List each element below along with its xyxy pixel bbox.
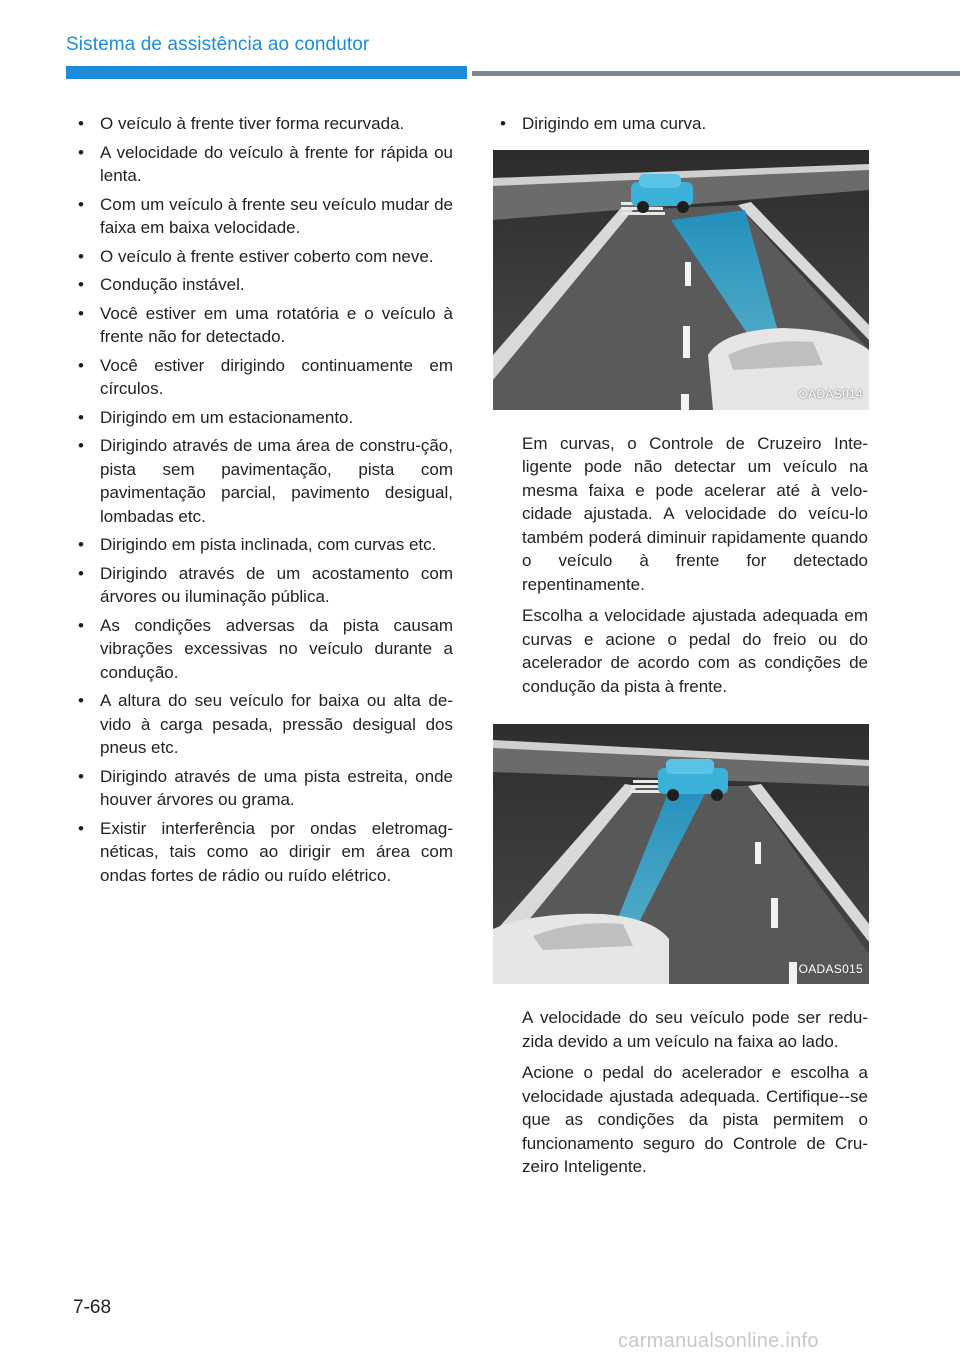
list-item: • A velocidade do veículo à frente for rápida ou lenta.: [74, 141, 453, 188]
list-item: • Dirigindo em pista inclinada, com curvas etc.: [74, 533, 453, 557]
paragraph: Escolha a velocidade ajustada adequada em curvas e acione o pedal do freio ou do acelerador de acordo com as condições de condução da pista à frente.: [522, 606, 868, 696]
list-item: • A altura do seu veículo for baixa ou alta de-vido à carga pesada, pressão desigual dos pneus etc.: [74, 689, 453, 760]
lane-change-illustration: [493, 724, 869, 984]
left-column: [74, 112, 453, 892]
list-item: • Existir interferência por ondas eletromag-néticas, tais como ao dirigir em área com ondas fortes de rádio ou ruído elétrico.: [74, 817, 453, 888]
paragraph: Acione o pedal do acelerador e escolha a velocidade ajustada adequada. Certifique--se que as condições da pista permitem o funcionamento seguro do Controle de Cru-zeiro Inteligente.: [522, 1063, 868, 1176]
paragraph: Em curvas, o Controle de Cruzeiro Inte-ligente pode não detectar um veículo na mesma faixa e pode acelerar até à velo-cidade ajustada. A velocidade do veícu-lo também poderá diminuir rapidamente quando o veículo à frente for detectado repentinamente.: [522, 433, 868, 594]
lane-road-drawing: [493, 724, 869, 984]
curve-bullet-list: [496, 112, 868, 136]
list-item: • As condições adversas da pista causam vibrações excessivas no veículo durante a condução.: [74, 614, 453, 685]
page-number: 7-68: [73, 1297, 112, 1318]
list-item: • Dirigindo em um estacionamento.: [74, 406, 453, 430]
curve-road-drawing: [493, 150, 869, 410]
watermark: carmanualsonline.info: [618, 1330, 819, 1352]
paragraph: A velocidade do seu veículo pode ser redu-zida devido a um veículo na faixa ao lado.: [522, 1008, 868, 1051]
list-item: • O veículo à frente estiver coberto com neve.: [74, 245, 453, 269]
figure-code: OADAS014: [798, 387, 863, 401]
list-item: • O veículo à frente tiver forma recurvada.: [74, 112, 453, 136]
list-item: • Dirigindo através de uma pista estreita, onde houver árvores ou grama.: [74, 765, 453, 812]
figure-code: OADAS015: [798, 961, 863, 976]
list-item: • Com um veículo à frente seu veículo mudar de faixa em baixa velocidade.: [74, 193, 453, 240]
list-item: • Dirigindo através de um acostamento com árvores ou iluminação pública.: [74, 562, 453, 609]
right-column: [496, 112, 868, 1187]
header-rule: [472, 71, 960, 76]
list-item: • Você estiver dirigindo continuamente em círculos.: [74, 354, 453, 401]
condition-list: [74, 112, 453, 887]
list-item: • Dirigindo em uma curva.: [496, 112, 868, 136]
list-item: • Dirigindo através de uma área de constru-ção, pista sem pavimentação, pista com pavimentação parcial, pavimento desigual, lombadas etc.: [74, 434, 453, 528]
section-header-title: Sistema de assistência ao condutor: [66, 34, 370, 55]
curve-road-illustration: [493, 150, 869, 410]
list-item: • Você estiver em uma rotatória e o veículo à frente não for detectado.: [74, 302, 453, 349]
header-accent-bar: [66, 66, 467, 79]
list-item: • Condução instável.: [74, 273, 453, 297]
